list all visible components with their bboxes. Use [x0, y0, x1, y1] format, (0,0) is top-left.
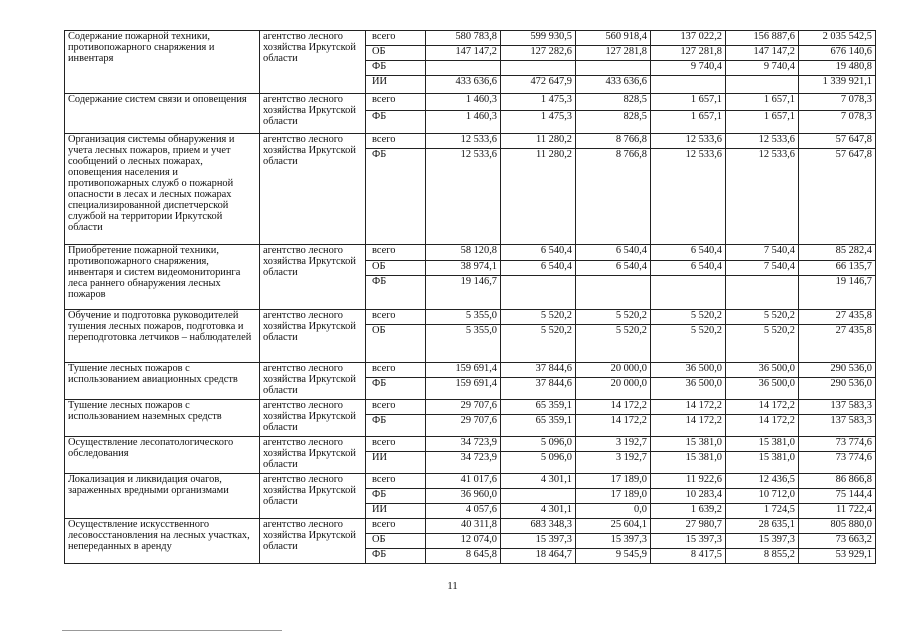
year-value: 15 397,3	[576, 534, 651, 549]
year-value: 472 647,9	[501, 76, 576, 94]
total-value: 27 435,8	[799, 325, 876, 363]
year-value: 0,0	[576, 504, 651, 519]
year-value: 15 381,0	[726, 437, 799, 452]
funding-source: ФБ	[366, 549, 426, 564]
year-value: 5 520,2	[576, 310, 651, 325]
year-value: 36 500,0	[651, 378, 726, 400]
year-value: 7 540,4	[726, 261, 799, 276]
funding-source: всего	[366, 94, 426, 111]
year-value: 3 192,7	[576, 452, 651, 474]
funding-source: ИИ	[366, 452, 426, 474]
year-value: 1 475,3	[501, 94, 576, 111]
year-value: 15 381,0	[726, 452, 799, 474]
year-value: 14 172,2	[651, 400, 726, 415]
year-value: 11 922,6	[651, 474, 726, 489]
funding-source: ФБ	[366, 149, 426, 245]
footer-rule	[62, 630, 282, 631]
year-value	[651, 76, 726, 94]
year-value: 29 707,6	[426, 400, 501, 415]
total-value: 86 866,8	[799, 474, 876, 489]
year-value: 12 533,6	[426, 134, 501, 149]
year-value: 5 096,0	[501, 437, 576, 452]
year-value: 159 691,4	[426, 363, 501, 378]
year-value: 41 017,6	[426, 474, 501, 489]
year-value: 4 301,1	[501, 474, 576, 489]
activity-name: Локализация и ликвидация очагов, зараженных вредными организмами	[65, 474, 260, 519]
year-value: 38 974,1	[426, 261, 501, 276]
year-value: 12 436,5	[726, 474, 799, 489]
year-value: 560 918,4	[576, 31, 651, 46]
year-value: 11 280,2	[501, 134, 576, 149]
total-value: 7 078,3	[799, 111, 876, 134]
year-value: 1 657,1	[651, 94, 726, 111]
year-value	[726, 276, 799, 310]
activity-name: Содержание пожарной техники, противопожарного снаряжения и инвентаря	[65, 31, 260, 94]
funding-source: ОБ	[366, 261, 426, 276]
responsible-agency: агентство лесного хозяйства Иркутской области	[260, 310, 366, 363]
year-value: 5 520,2	[576, 325, 651, 363]
total-value: 27 435,8	[799, 310, 876, 325]
year-value: 12 533,6	[426, 149, 501, 245]
year-value: 9 545,9	[576, 549, 651, 564]
activity-name: Организация системы обнаружения и учета лесных пожаров, прием и учет сообщений о лесных пожарах, оповещения населения и противопожарных служб о пожарной опасности в лесах и лесных пожарах специализированной диспетчерской службой на территории Иркутской области	[65, 134, 260, 245]
year-value	[501, 276, 576, 310]
year-value: 36 500,0	[726, 378, 799, 400]
year-value: 12 533,6	[726, 134, 799, 149]
funding-source: всего	[366, 31, 426, 46]
year-value	[426, 61, 501, 76]
responsible-agency: агентство лесного хозяйства Иркутской области	[260, 437, 366, 474]
year-value: 17 189,0	[576, 489, 651, 504]
year-value: 683 348,3	[501, 519, 576, 534]
year-value: 5 520,2	[726, 325, 799, 363]
year-value: 1 475,3	[501, 111, 576, 134]
year-value: 5 520,2	[726, 310, 799, 325]
year-value: 159 691,4	[426, 378, 501, 400]
year-value: 15 397,3	[726, 534, 799, 549]
year-value: 20 000,0	[576, 363, 651, 378]
total-value: 1 339 921,1	[799, 76, 876, 94]
year-value: 37 844,6	[501, 363, 576, 378]
year-value	[576, 61, 651, 76]
year-value: 127 282,6	[501, 46, 576, 61]
table-row	[65, 134, 876, 149]
responsible-agency: агентство лесного хозяйства Иркутской области	[260, 245, 366, 310]
total-value: 11 722,4	[799, 504, 876, 519]
table-row	[65, 474, 876, 489]
total-value: 805 880,0	[799, 519, 876, 534]
year-value: 6 540,4	[651, 245, 726, 261]
year-value: 7 540,4	[726, 245, 799, 261]
year-value: 433 636,6	[576, 76, 651, 94]
total-value: 19 480,8	[799, 61, 876, 76]
table-row	[65, 519, 876, 534]
funding-source: ФБ	[366, 489, 426, 504]
year-value: 37 844,6	[501, 378, 576, 400]
year-value: 127 281,8	[576, 46, 651, 61]
responsible-agency: агентство лесного хозяйства Иркутской области	[260, 31, 366, 94]
total-value: 676 140,6	[799, 46, 876, 61]
total-value: 73 774,6	[799, 452, 876, 474]
year-value: 1 657,1	[726, 94, 799, 111]
total-value: 19 146,7	[799, 276, 876, 310]
funding-source: ОБ	[366, 46, 426, 61]
year-value: 15 397,3	[501, 534, 576, 549]
year-value: 1 460,3	[426, 111, 501, 134]
responsible-agency: агентство лесного хозяйства Иркутской области	[260, 519, 366, 564]
year-value: 147 147,2	[726, 46, 799, 61]
year-value: 3 192,7	[576, 437, 651, 452]
year-value: 6 540,4	[651, 261, 726, 276]
year-value: 5 355,0	[426, 325, 501, 363]
year-value: 127 281,8	[651, 46, 726, 61]
year-value: 15 397,3	[651, 534, 726, 549]
year-value: 12 533,6	[651, 134, 726, 149]
responsible-agency: агентство лесного хозяйства Иркутской области	[260, 94, 366, 134]
year-value: 34 723,9	[426, 452, 501, 474]
activity-name: Осуществление искусственного лесовосстановления на лесных участках, непереданных в аренду	[65, 519, 260, 564]
total-value: 290 536,0	[799, 363, 876, 378]
year-value: 4 301,1	[501, 504, 576, 519]
year-value: 8 766,8	[576, 134, 651, 149]
activity-name: Тушение лесных пожаров с использованием авиационных средств	[65, 363, 260, 400]
year-value: 137 022,2	[651, 31, 726, 46]
total-value: 73 663,2	[799, 534, 876, 549]
funding-source: ИИ	[366, 504, 426, 519]
year-value: 17 189,0	[576, 474, 651, 489]
year-value	[501, 61, 576, 76]
year-value: 828,5	[576, 94, 651, 111]
year-value	[651, 276, 726, 310]
year-value	[726, 76, 799, 94]
total-value: 75 144,4	[799, 489, 876, 504]
funding-source: ФБ	[366, 378, 426, 400]
year-value: 27 980,7	[651, 519, 726, 534]
total-value: 57 647,8	[799, 149, 876, 245]
year-value	[501, 489, 576, 504]
total-value: 7 078,3	[799, 94, 876, 111]
table-row	[65, 363, 876, 378]
responsible-agency: агентство лесного хозяйства Иркутской области	[260, 474, 366, 519]
total-value: 73 774,6	[799, 437, 876, 452]
activity-name: Осуществление лесопатологического обследования	[65, 437, 260, 474]
year-value: 65 359,1	[501, 400, 576, 415]
year-value: 20 000,0	[576, 378, 651, 400]
funding-source: всего	[366, 519, 426, 534]
year-value: 14 172,2	[726, 400, 799, 415]
total-value: 290 536,0	[799, 378, 876, 400]
year-value: 36 500,0	[651, 363, 726, 378]
year-value: 5 096,0	[501, 452, 576, 474]
table-row	[65, 310, 876, 325]
year-value: 12 074,0	[426, 534, 501, 549]
year-value: 6 540,4	[501, 245, 576, 261]
year-value: 5 355,0	[426, 310, 501, 325]
year-value: 5 520,2	[651, 325, 726, 363]
year-value: 58 120,8	[426, 245, 501, 261]
year-value: 4 057,6	[426, 504, 501, 519]
year-value: 5 520,2	[651, 310, 726, 325]
year-value: 10 712,0	[726, 489, 799, 504]
year-value: 25 604,1	[576, 519, 651, 534]
funding-source: ИИ	[366, 76, 426, 94]
year-value: 14 172,2	[651, 415, 726, 437]
year-value	[576, 276, 651, 310]
activity-name: Содержание систем связи и оповещения	[65, 94, 260, 134]
table-row	[65, 31, 876, 46]
year-value: 29 707,6	[426, 415, 501, 437]
year-value: 19 146,7	[426, 276, 501, 310]
responsible-agency: агентство лесного хозяйства Иркутской области	[260, 400, 366, 437]
year-value: 36 500,0	[726, 363, 799, 378]
total-value: 57 647,8	[799, 134, 876, 149]
responsible-agency: агентство лесного хозяйства Иркутской области	[260, 134, 366, 245]
table-row	[65, 94, 876, 111]
funding-source: ФБ	[366, 415, 426, 437]
year-value: 828,5	[576, 111, 651, 134]
year-value: 6 540,4	[576, 245, 651, 261]
year-value: 28 635,1	[726, 519, 799, 534]
total-value: 53 929,1	[799, 549, 876, 564]
year-value: 14 172,2	[576, 400, 651, 415]
year-value: 8 855,2	[726, 549, 799, 564]
year-value: 1 657,1	[726, 111, 799, 134]
year-value: 8 417,5	[651, 549, 726, 564]
activity-name: Тушение лесных пожаров с использованием наземных средств	[65, 400, 260, 437]
year-value: 8 766,8	[576, 149, 651, 245]
funding-source: ОБ	[366, 325, 426, 363]
activity-name: Обучение и подготовка руководителей тушения лесных пожаров, подготовка и переподготовка летчиков – наблюдателей	[65, 310, 260, 363]
year-value: 9 740,4	[651, 61, 726, 76]
funding-source: всего	[366, 437, 426, 452]
year-value: 12 533,6	[651, 149, 726, 245]
funding-source: ОБ	[366, 534, 426, 549]
total-value: 85 282,4	[799, 245, 876, 261]
funding-source: всего	[366, 363, 426, 378]
year-value: 15 381,0	[651, 452, 726, 474]
year-value: 34 723,9	[426, 437, 501, 452]
funding-source: всего	[366, 134, 426, 149]
year-value: 36 960,0	[426, 489, 501, 504]
table-row	[65, 245, 876, 261]
year-value: 1 639,2	[651, 504, 726, 519]
page-number: 11	[447, 580, 458, 592]
year-value: 599 930,5	[501, 31, 576, 46]
total-value: 137 583,3	[799, 400, 876, 415]
year-value: 18 464,7	[501, 549, 576, 564]
funding-source: всего	[366, 474, 426, 489]
year-value: 8 645,8	[426, 549, 501, 564]
year-value: 5 520,2	[501, 310, 576, 325]
year-value: 6 540,4	[501, 261, 576, 276]
year-value: 12 533,6	[726, 149, 799, 245]
year-value: 9 740,4	[726, 61, 799, 76]
year-value: 1 460,3	[426, 94, 501, 111]
year-value: 1 724,5	[726, 504, 799, 519]
year-value: 147 147,2	[426, 46, 501, 61]
funding-source: всего	[366, 310, 426, 325]
year-value: 65 359,1	[501, 415, 576, 437]
year-value: 1 657,1	[651, 111, 726, 134]
funding-source: всего	[366, 400, 426, 415]
year-value: 15 381,0	[651, 437, 726, 452]
year-value: 14 172,2	[726, 415, 799, 437]
year-value: 14 172,2	[576, 415, 651, 437]
activity-name: Приобретение пожарной техники, противопожарного снаряжения, инвентаря и систем видеомониторинга леса раннего обнаружения лесных пожаров	[65, 245, 260, 310]
total-value: 137 583,3	[799, 415, 876, 437]
funding-source: ФБ	[366, 276, 426, 310]
budget-table	[64, 30, 876, 564]
funding-source: ФБ	[366, 111, 426, 134]
year-value: 6 540,4	[576, 261, 651, 276]
year-value: 156 887,6	[726, 31, 799, 46]
table-row	[65, 400, 876, 415]
year-value: 5 520,2	[501, 325, 576, 363]
year-value: 580 783,8	[426, 31, 501, 46]
funding-source: ФБ	[366, 61, 426, 76]
funding-source: всего	[366, 245, 426, 261]
table-row	[65, 437, 876, 452]
year-value: 40 311,8	[426, 519, 501, 534]
total-value: 2 035 542,5	[799, 31, 876, 46]
year-value: 11 280,2	[501, 149, 576, 245]
year-value: 10 283,4	[651, 489, 726, 504]
total-value: 66 135,7	[799, 261, 876, 276]
responsible-agency: агентство лесного хозяйства Иркутской области	[260, 363, 366, 400]
year-value: 433 636,6	[426, 76, 501, 94]
